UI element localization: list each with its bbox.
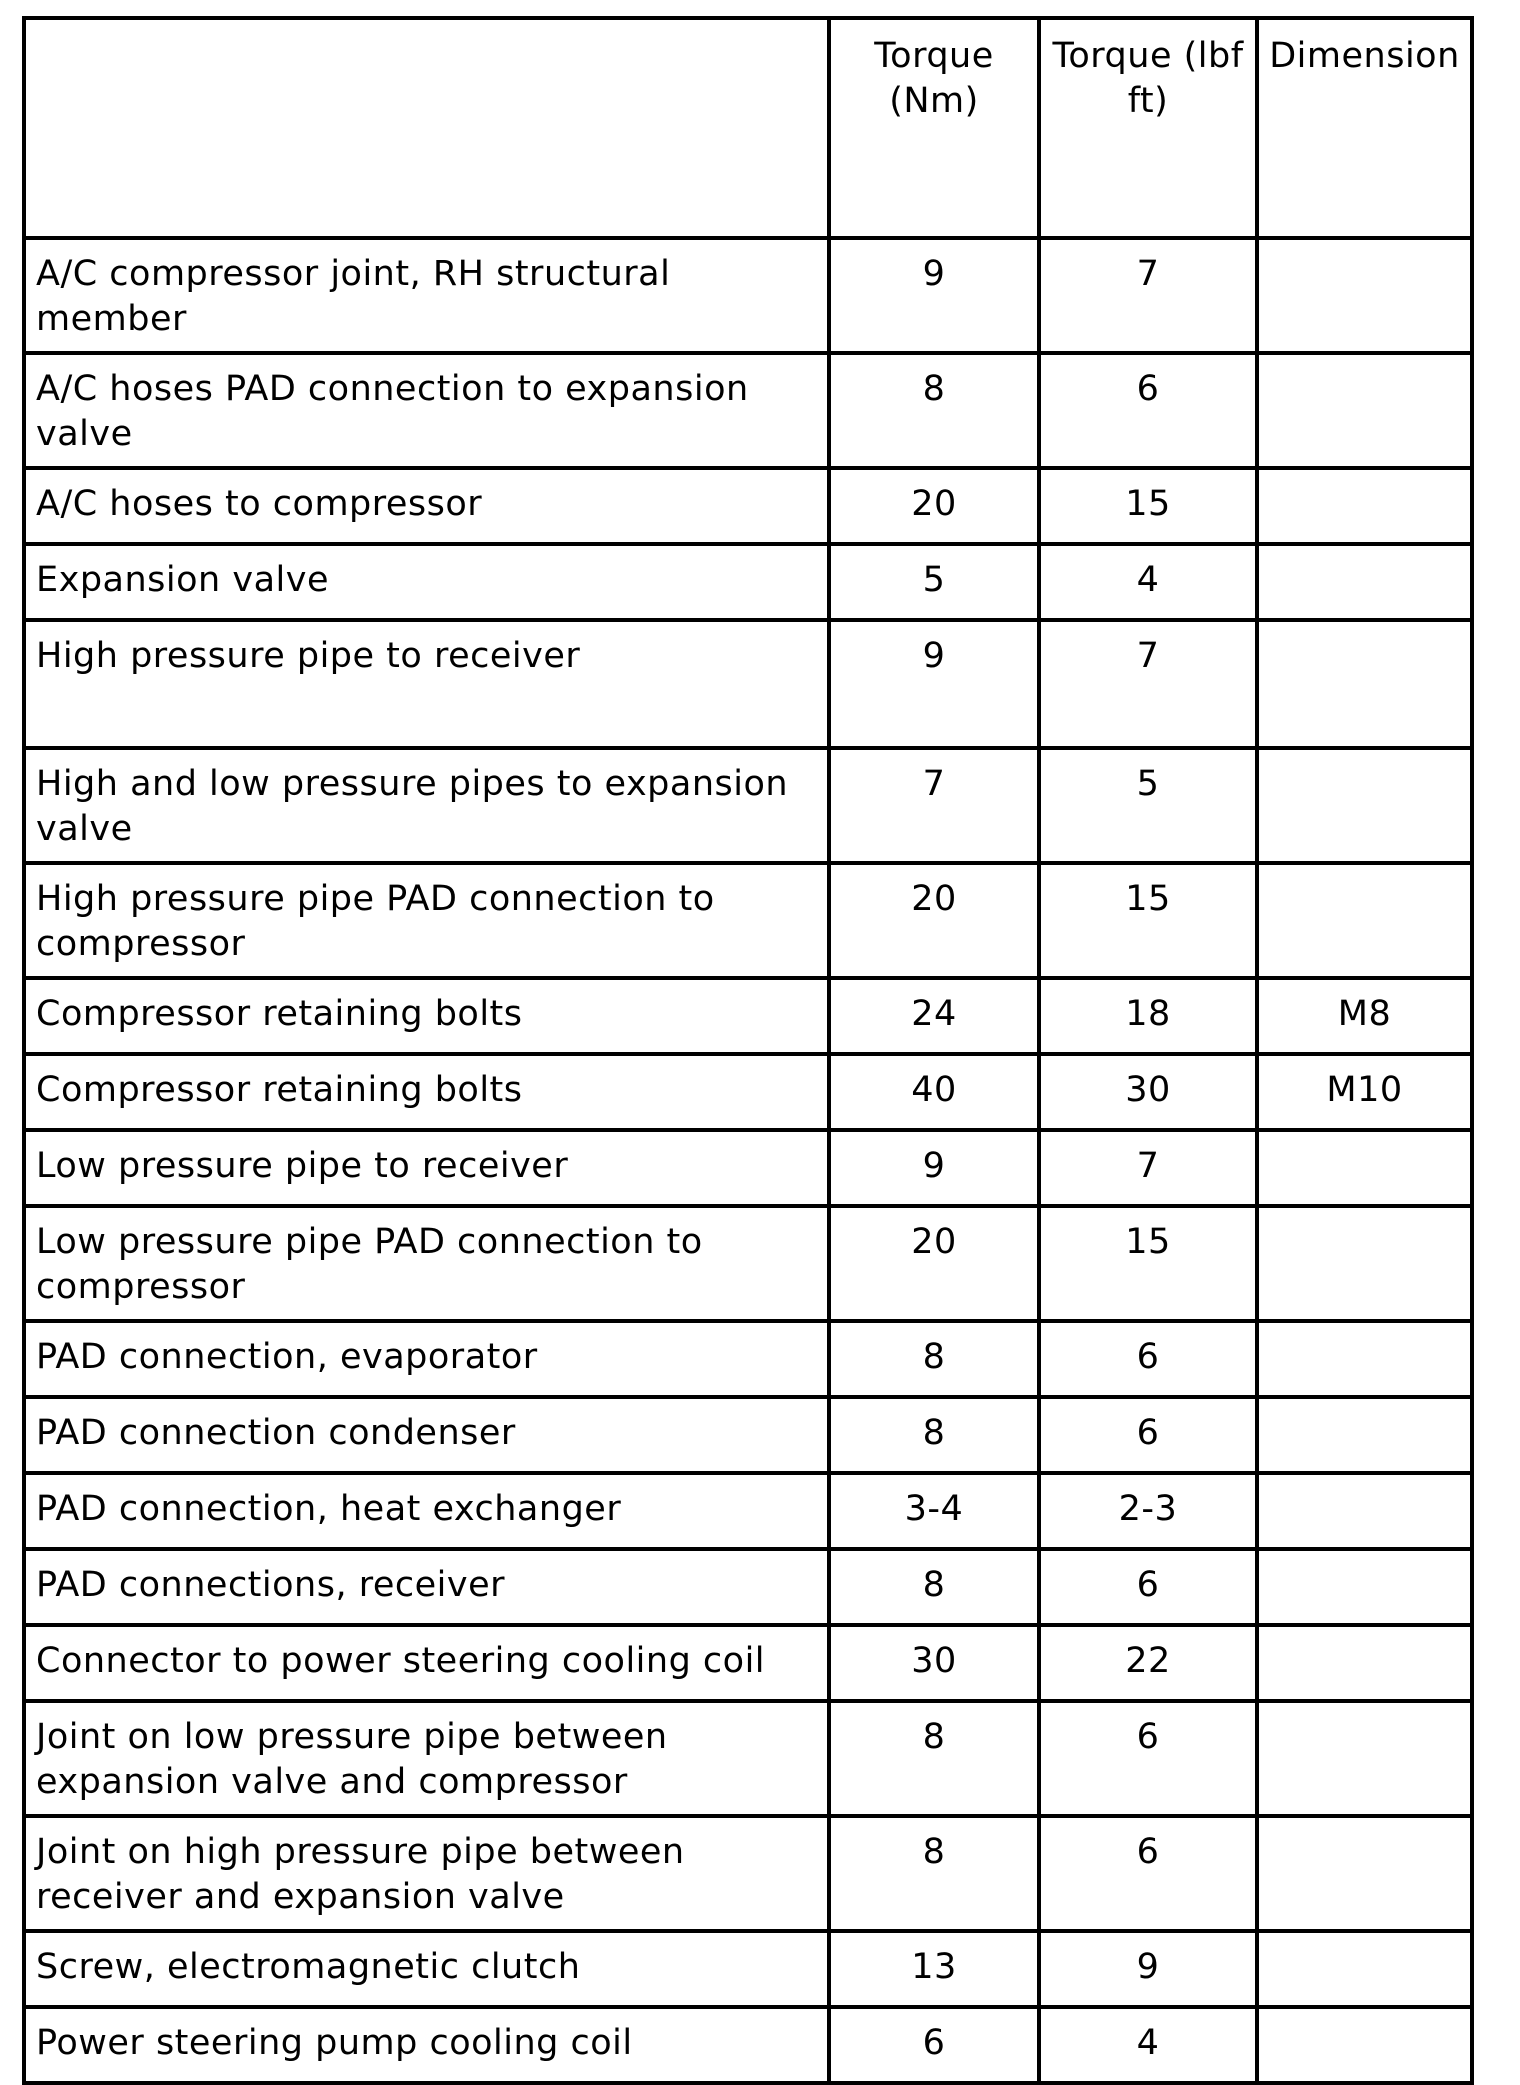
row-description: Expansion valve xyxy=(24,544,829,620)
torque-spec-table xyxy=(22,16,1474,2085)
row-torque-nm: 24 xyxy=(829,978,1039,1054)
row-dimension xyxy=(1257,1816,1472,1931)
row-dimension xyxy=(1257,1549,1472,1625)
row-dimension xyxy=(1257,1321,1472,1397)
table-row xyxy=(24,863,1472,978)
table-row xyxy=(24,468,1472,544)
row-description: Joint on low pressure pipe between expansion valve and compressor xyxy=(24,1701,829,1816)
row-description: A/C compressor joint, RH structural member xyxy=(24,238,829,353)
row-torque-lbf: 4 xyxy=(1039,2007,1257,2083)
row-dimension xyxy=(1257,1130,1472,1206)
row-description: Power steering pump cooling coil xyxy=(24,2007,829,2083)
row-description: A/C hoses PAD connection to expansion valve xyxy=(24,353,829,468)
row-dimension xyxy=(1257,238,1472,353)
row-torque-nm: 8 xyxy=(829,1397,1039,1473)
row-dimension: M10 xyxy=(1257,1054,1472,1130)
row-dimension xyxy=(1257,1473,1472,1549)
header-torque-lbf: Torque (lbf ft) xyxy=(1039,18,1257,238)
row-dimension xyxy=(1257,2007,1472,2083)
row-torque-nm: 20 xyxy=(829,863,1039,978)
table-row xyxy=(24,1549,1472,1625)
row-description: Low pressure pipe PAD connection to compressor xyxy=(24,1206,829,1321)
row-torque-lbf: 22 xyxy=(1039,1625,1257,1701)
row-dimension xyxy=(1257,1625,1472,1701)
row-torque-lbf: 6 xyxy=(1039,1549,1257,1625)
header-torque-nm: Torque (Nm) xyxy=(829,18,1039,238)
row-dimension xyxy=(1257,353,1472,468)
row-torque-nm: 6 xyxy=(829,2007,1039,2083)
row-torque-lbf: 15 xyxy=(1039,863,1257,978)
row-torque-lbf: 6 xyxy=(1039,1816,1257,1931)
row-dimension xyxy=(1257,863,1472,978)
table-row xyxy=(24,978,1472,1054)
row-torque-nm: 13 xyxy=(829,1931,1039,2007)
header-row xyxy=(24,18,1472,238)
row-torque-nm: 7 xyxy=(829,748,1039,863)
table-row xyxy=(24,1816,1472,1931)
row-torque-lbf: 30 xyxy=(1039,1054,1257,1130)
row-description: High pressure pipe PAD connection to compressor xyxy=(24,863,829,978)
row-torque-nm: 8 xyxy=(829,1816,1039,1931)
row-torque-nm: 9 xyxy=(829,238,1039,353)
row-description: PAD connections, receiver xyxy=(24,1549,829,1625)
table-row xyxy=(24,1054,1472,1130)
row-torque-lbf: 4 xyxy=(1039,544,1257,620)
row-torque-nm: 5 xyxy=(829,544,1039,620)
row-torque-nm: 8 xyxy=(829,353,1039,468)
table-row xyxy=(24,1397,1472,1473)
row-torque-lbf: 7 xyxy=(1039,238,1257,353)
row-description: A/C hoses to compressor xyxy=(24,468,829,544)
table-row xyxy=(24,1625,1472,1701)
row-torque-nm: 8 xyxy=(829,1701,1039,1816)
row-description: Screw, electromagnetic clutch xyxy=(24,1931,829,2007)
table-row xyxy=(24,238,1472,353)
table-row xyxy=(24,748,1472,863)
table-row xyxy=(24,1321,1472,1397)
row-dimension xyxy=(1257,1397,1472,1473)
table-row xyxy=(24,620,1472,748)
row-description: PAD connection, heat exchanger xyxy=(24,1473,829,1549)
row-description: PAD connection condenser xyxy=(24,1397,829,1473)
row-dimension xyxy=(1257,1701,1472,1816)
row-torque-nm: 8 xyxy=(829,1321,1039,1397)
row-torque-lbf: 9 xyxy=(1039,1931,1257,2007)
row-torque-nm: 20 xyxy=(829,468,1039,544)
row-description: High pressure pipe to receiver xyxy=(24,620,829,748)
row-torque-lbf: 6 xyxy=(1039,353,1257,468)
table-row xyxy=(24,1931,1472,2007)
row-torque-lbf: 6 xyxy=(1039,1321,1257,1397)
table-row xyxy=(24,353,1472,468)
row-dimension xyxy=(1257,1931,1472,2007)
row-torque-nm: 9 xyxy=(829,1130,1039,1206)
table-row xyxy=(24,1473,1472,1549)
table-row xyxy=(24,544,1472,620)
row-dimension: M8 xyxy=(1257,978,1472,1054)
table-row xyxy=(24,1206,1472,1321)
row-description: Compressor retaining bolts xyxy=(24,1054,829,1130)
row-description: Joint on high pressure pipe between receiver and expansion valve xyxy=(24,1816,829,1931)
row-torque-lbf: 15 xyxy=(1039,1206,1257,1321)
row-dimension xyxy=(1257,620,1472,748)
row-description: High and low pressure pipes to expansion valve xyxy=(24,748,829,863)
table-row xyxy=(24,1701,1472,1816)
row-torque-nm: 40 xyxy=(829,1054,1039,1130)
row-torque-lbf: 6 xyxy=(1039,1701,1257,1816)
row-dimension xyxy=(1257,1206,1472,1321)
row-torque-lbf: 18 xyxy=(1039,978,1257,1054)
row-torque-lbf: 7 xyxy=(1039,620,1257,748)
table-row xyxy=(24,1130,1472,1206)
row-description: PAD connection, evaporator xyxy=(24,1321,829,1397)
header-dimension: Dimension xyxy=(1257,18,1472,238)
row-torque-nm: 8 xyxy=(829,1549,1039,1625)
row-description: Connector to power steering cooling coil xyxy=(24,1625,829,1701)
row-torque-nm: 3-4 xyxy=(829,1473,1039,1549)
row-torque-lbf: 2-3 xyxy=(1039,1473,1257,1549)
row-torque-lbf: 6 xyxy=(1039,1397,1257,1473)
row-description: Low pressure pipe to receiver xyxy=(24,1130,829,1206)
header-description xyxy=(24,18,829,238)
row-dimension xyxy=(1257,544,1472,620)
row-dimension xyxy=(1257,748,1472,863)
table-row xyxy=(24,2007,1472,2083)
row-torque-lbf: 15 xyxy=(1039,468,1257,544)
row-dimension xyxy=(1257,468,1472,544)
row-torque-nm: 20 xyxy=(829,1206,1039,1321)
row-torque-nm: 9 xyxy=(829,620,1039,748)
row-description: Compressor retaining bolts xyxy=(24,978,829,1054)
row-torque-lbf: 5 xyxy=(1039,748,1257,863)
row-torque-nm: 30 xyxy=(829,1625,1039,1701)
row-torque-lbf: 7 xyxy=(1039,1130,1257,1206)
